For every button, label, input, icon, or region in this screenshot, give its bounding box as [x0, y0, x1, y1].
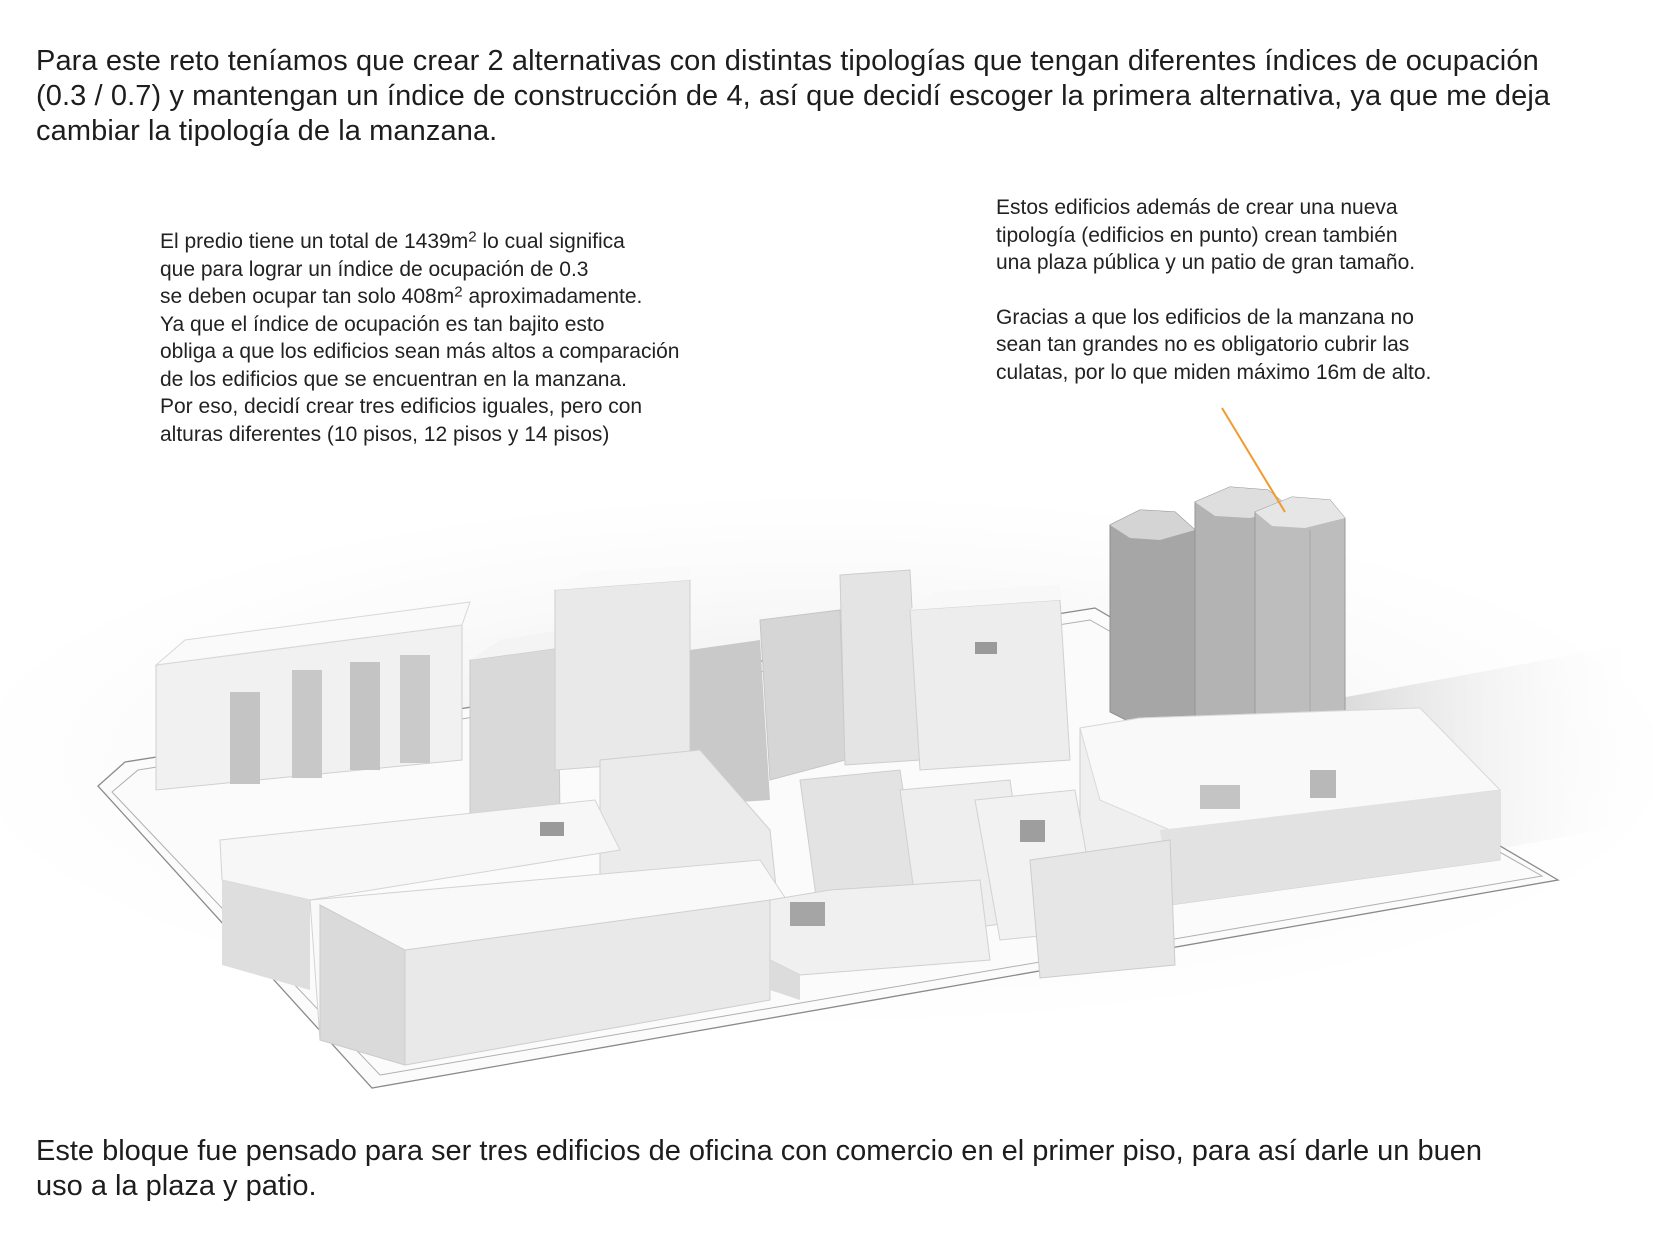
right-annotation	[996, 194, 1616, 386]
outro-line: uso a la plaza y patio.	[36, 1170, 317, 1202]
left-note-text: lo cual significa	[476, 230, 625, 253]
right-note-line: Estos edificios además de crear una nueva	[996, 196, 1398, 219]
outro-line: Este bloque fue pensado para ser tres edificios de oficina con comercio en el primer piso, para así darle un buen	[36, 1135, 1483, 1167]
left-note-line: Por eso, decidí crear tres edificios iguales, pero con	[160, 395, 643, 418]
left-note-text: se deben ocupar tan solo 408m	[160, 285, 455, 308]
left-note-text: aproximadamente.	[462, 285, 643, 308]
left-note-line: que para lograr un índice de ocupación de 0.3	[160, 257, 589, 281]
intro-line: cambiar la tipología de la manzana.	[36, 115, 498, 147]
right-note-line: sean tan grandes no es obligatorio cubrir las	[996, 333, 1410, 356]
left-note-line	[160, 228, 800, 256]
right-note-line: culatas, por lo que miden máximo 16m de alto.	[996, 360, 1432, 384]
intro-line: Para este reto teníamos que crear 2 alternativas con distintas tipologías que tengan diferentes índices de ocupación	[36, 45, 1539, 77]
left-note-text: El predio tiene un total de 1439m	[160, 230, 469, 253]
right-note-line: Gracias a que los edificios de la manzana no	[996, 305, 1414, 329]
outro-text	[36, 1134, 1636, 1204]
left-annotation	[160, 228, 800, 448]
superscript: 2	[454, 283, 463, 301]
right-note-line: una plaza pública y un patio de gran tamaño.	[996, 251, 1416, 274]
left-note-line: Ya que el índice de ocupación es tan bajito esto	[160, 312, 605, 336]
left-note-line	[160, 283, 800, 311]
paragraph-gap	[996, 277, 1616, 304]
right-note-line: tipología (edificios en punto) crean también	[996, 223, 1398, 247]
left-note-line: alturas diferentes (10 pisos, 12 pisos y 14 pisos)	[160, 422, 610, 446]
left-note-line: de los edificios que se encuentran en la manzana.	[160, 367, 627, 391]
intro-line: (0.3 / 0.7) y mantengan un índice de construcción de 4, así que decidí escoger la primera alternativa, ya que me deja	[36, 80, 1551, 112]
left-note-line: obliga a que los edificios sean más altos a comparación	[160, 340, 680, 363]
superscript: 2	[468, 228, 477, 246]
